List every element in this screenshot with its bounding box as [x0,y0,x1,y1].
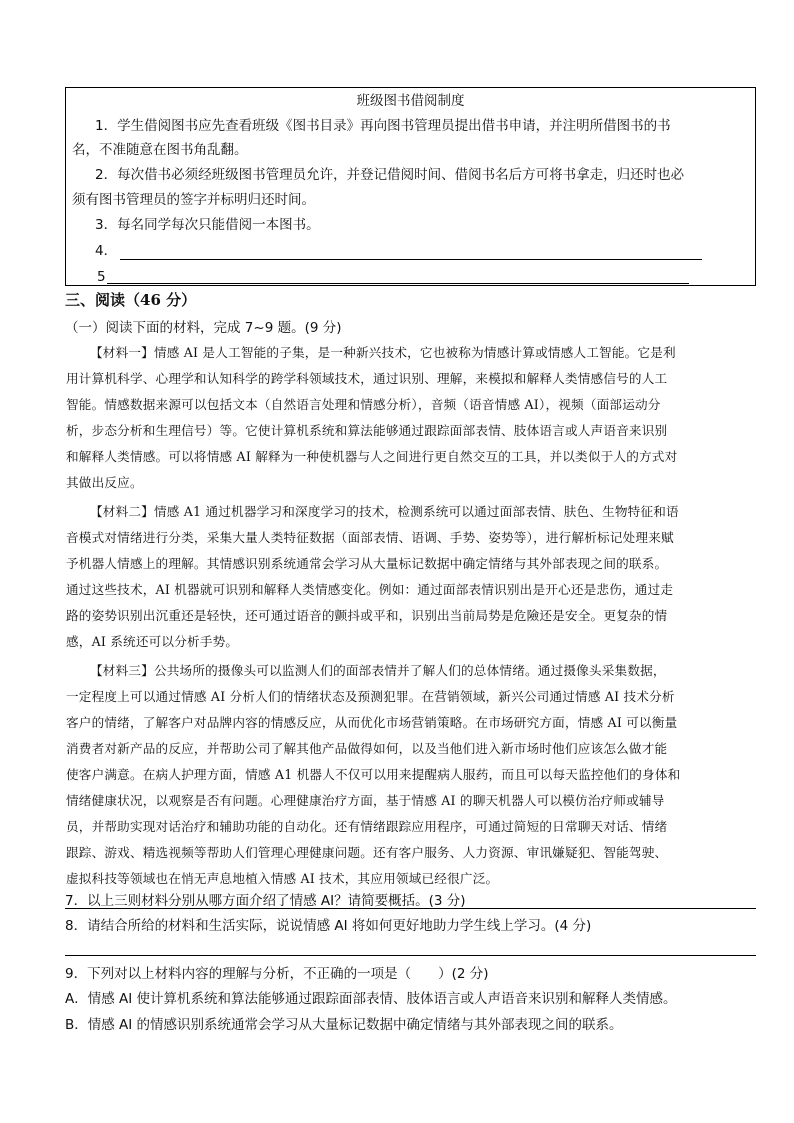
material3-line: 跟踪、游戏、精选视频等帮助人们管理心理健康问题。还有客户服务、人力资源、审讯嫌疑犯、智能驾驶、 [66,845,668,860]
material1-line: 智能。情感数据来源可以包括文本（自然语言处理和情感分析），音频（语音情感 AI），视频（面部运动分 [66,397,661,412]
material2-line: 予机器人情感上的理解。其情感识别系统通常会学习从大量标记数据中确定情绪与其外部表现之间的联系。 [66,556,668,571]
rule-2-line-1: 2．每次借书必须经班级图书管理员允许，并登记借阅时间、借阅书名后方可将书拿走，归还时也必 [95,167,685,183]
question-7: 7．以上三则材料分别从哪方面介绍了情感 AI？请简要概括。(3 分) [65,893,466,909]
material1-line: 用计算机科学、心理学和认知科学的跨学科领域技术，通过识别、理解，来模拟和解释人类情感信号的人工 [66,371,668,386]
answer-line-q7[interactable] [65,908,756,909]
rule-5-label: 5 [97,269,106,285]
section-title: 三、阅读（46 分） [65,291,197,309]
material2-line: 音模式对情绪进行分类，采集大量人类特征数据（面部表情、语调、手势、姿势等），进行解析标记处理来赋 [66,530,674,545]
material1-line: 【材料一】情感 AI 是人工智能的子集，是一种新兴技术，它也被称为情感计算或情感人工智能。它是利 [90,345,676,360]
rule-2-line-2: 须有图书管理员的签字并标明归还时间。 [72,192,315,208]
material3-line: 客户的情绪，了解客户对品牌内容的情感反应，从而优化市场营销策略。在市场研究方面，情感 AI 可以衡量 [66,715,678,730]
rule-5-blank[interactable] [107,283,689,284]
rule-4-blank[interactable] [120,259,702,260]
section-subtitle: （一）阅读下面的材料，完成 7~9 题。(9 分) [65,320,342,336]
question-8: 8．请结合所给的材料和生活实际，说说情感 AI 将如何更好地助力学生线上学习。(4 分) [65,918,592,934]
material3-line: 消费者对新产品的反应，并帮助公司了解其他产品做得如何，以及当他们进入新市场时他们应该怎么做才能 [66,741,668,756]
material2-line: 感，AI 系统还可以分析手势。 [66,634,239,649]
material3-line: 【材料三】公共场所的摄像头可以监测人们的面部表情并了解人们的总体情绪。通过摄像头采集数据， [90,663,666,678]
material3-line: 情绪健康状况，以观察是否有问题。心理健康治疗方面，基于情感 AI 的聊天机器人可以模仿治疗师或辅导 [66,793,665,808]
material2-line: 【材料二】情感 A1 通过机器学习和深度学习的技术，检测系统可以通过面部表情、肤色、生物特征和语 [90,504,679,519]
material3-line: 员，并帮助实现对话治疗和辅助功能的自动化。还有情绪跟踪应用程序，可通过简短的日常聊天对话、情绪 [66,819,668,834]
rule-4-label: 4． [95,243,118,259]
question-9-option-a[interactable]: A．情感 AI 使计算机系统和算法能够通过跟踪面部表情、肢体语言或人声语音来识别和解释人类情感。 [65,991,677,1007]
material3-line: 使客户满意。在病人护理方面，情感 A1 机器人不仅可以用来提醒病人服药，而且可以每天监控他们的身体和 [66,767,681,782]
material1-line: 其做出反应。 [66,475,143,490]
material1-line: 析，步态分析和生理信号）等。它使计算机系统和算法能够通过跟踪面部表情、肢体语言或人声语音来识别 [66,423,668,438]
rule-1-line-2: 名，不准随意在图书角乱翻。 [72,142,248,158]
material3-line: 一定程度上可以通过情感 AI 分析人们的情绪状态及预测犯罪。在营销领域，新兴公司通过情感 AI 技术分析 [66,689,675,704]
material1-line: 和解释人类情感。可以将情感 AI 解释为一种使机器与人之间进行更自然交互的工具，并以类似于人的方式对 [66,449,678,464]
material2-line: 路的姿势识别出沉重还是轻快，还可通过语音的颤抖或平和，识别出当前局势是危險还是安全。更复杂的情 [66,608,668,623]
rule-1-line-1: 1．学生借阅图书应先查看班级《图书目录》再向图书管理员提出借书申请，并注明所借图书的书 [95,118,671,134]
rule-3: 3．每名同学每次只能借阅一本图书。 [95,217,320,233]
answer-line-q8[interactable] [65,955,756,956]
material2-line: 通过这些技术，AI 机器就可识别和解释人类情感变化。例如：通过面部表情识别出是开心还是悲伤，通过走 [66,582,674,597]
question-9: 9．下列对以上材料内容的理解与分析，不正确的一项是（ ）(2 分) [65,966,489,982]
rules-box-title: 班级图书借阅制度 [356,93,465,109]
question-9-option-b[interactable]: B．情感 AI 的情感识别系统通常会学习从大量标记数据中确定情绪与其外部表现之间的联系。 [65,1017,623,1033]
material3-line: 虚拟科技等领域也在悄无声息地植入情感 AI 技术，其应用领域已经很广泛。 [66,871,499,886]
